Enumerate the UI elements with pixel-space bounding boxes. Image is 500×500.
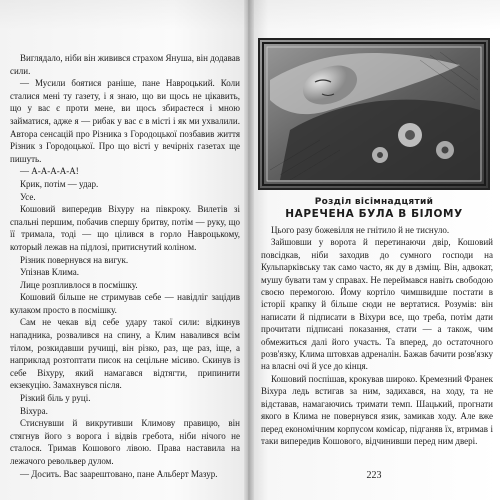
chapter-illustration <box>258 38 490 190</box>
paragraph: Віхура. <box>20 405 48 416</box>
paragraph: Зайшовши у ворота й перетинаючи двір, Кошовий повсідкав, ніби заходив до сумного господи на Кульпарківську так само часто, як ду в дзміщ. Він, адвокат, мушу бувати там у справах. Не переймався навіть свободою своєю перемогою. Йому кортіло чимшвидше постати в історії крапку й більше сюди не вертатися. Розумів: він написати й підписати в Віхури все, що треба, потім дати прочитати підписані показання, стати — а також, чим обмежиться далі його участь. Та вперед, до остаточного розв'язку, Клима штовхав адреналін. Бажав бачити розв'язку на власні очі й усе до кінця. <box>261 237 493 372</box>
paragraph: Стиснувши й викрутивши Климову правицю, він стягнув його з ворога і відвів гребота, ніби нічого не сталося. Тримав Кошового лівою. Права наставила на лежачого револьвер дулом. <box>10 418 240 466</box>
chapter-title: НАРЕЧЕНА БУЛА В БІЛОМУ <box>285 208 463 220</box>
paragraph: Виглядало, ніби він живився страхом Януша, він додавав сили. <box>10 53 240 76</box>
chapter-number-label: Розділ вісімнадцятий <box>314 197 434 207</box>
paragraph: Кошовий випередив Віхуру на півкроку. Вилетів зі спальні першим, побачив спершу бритву, потім — руку, що її тримала, тоді — що цілився в горло Навроцькому, который лежав на підлозі, притиснутий коліном. <box>10 204 240 252</box>
paragraph: Лице розпливлося в посмішку. <box>20 279 138 290</box>
book-gutter <box>244 0 254 500</box>
paragraph: Крик, потім — удар. <box>20 178 99 189</box>
paragraph: — А-А-А-А-А! <box>20 166 79 177</box>
paragraph: Кошовий поспішав, крокував широко. Кремезний Франек Віхура ледь встигав за ним, задихався, на ходу, та не відставав, намагаючись тримати темп. Шацький, прогнати якого в Клима не повернувся язик, замикав ходу. Але вже перед економічним корпусом комісар, підганяв їх, втримав і таки випередив Кошового, відчинивши перед ним двері. <box>261 373 493 446</box>
paragraph: Кошовий більше не стримував себе — навідліг зацідив кулаком просто в посмішку. <box>10 292 240 315</box>
paragraph: Упізнав Клима. <box>20 267 79 278</box>
paragraph: Цього разу божевілля не гнітило й не тиснуло. <box>271 225 450 235</box>
paragraph: Усе. <box>20 191 36 202</box>
right-page-text <box>261 224 493 447</box>
engraving-image <box>260 40 488 188</box>
top-shadow <box>0 0 500 30</box>
paragraph: Сам не чекав від себе удару такої сили: відкинув нападника, розвалився на спину, а Клим навалився всім тілом, розкидавши ручищі, він різко, раз, ще раз, іще, а наприклад розтоптати писок на сецільне місиво. Скинув із себе Віхуру, який намагався відтягти, припинити екзекуцію. Замахнувся після. <box>10 317 240 391</box>
paragraph: — Мусили боятися раніше, пане Навроцький. Коли сталися мені ту газету, і я знаю, що ви щось не цікавить, що у вас є проти мене, ви щось збираєтеся і мною займатися, адже я — рибак у вас є в місті і як ми ухвалили. Автора сенсацій про Різника з Городоцької позбавив життя Різник з Городоцької. Про що вісті у вечірніх газетах ще пишуть. <box>10 78 240 164</box>
left-page-text <box>10 52 240 480</box>
page-number: 223 <box>366 470 382 481</box>
paragraph: Різник повернувся на вигук. <box>20 254 129 265</box>
paragraph: Різкий біль у руці. <box>20 393 91 404</box>
paragraph: — Досить. Вас заарештовано, пане Альберт Мазур. <box>20 468 218 479</box>
left-page <box>0 0 248 500</box>
